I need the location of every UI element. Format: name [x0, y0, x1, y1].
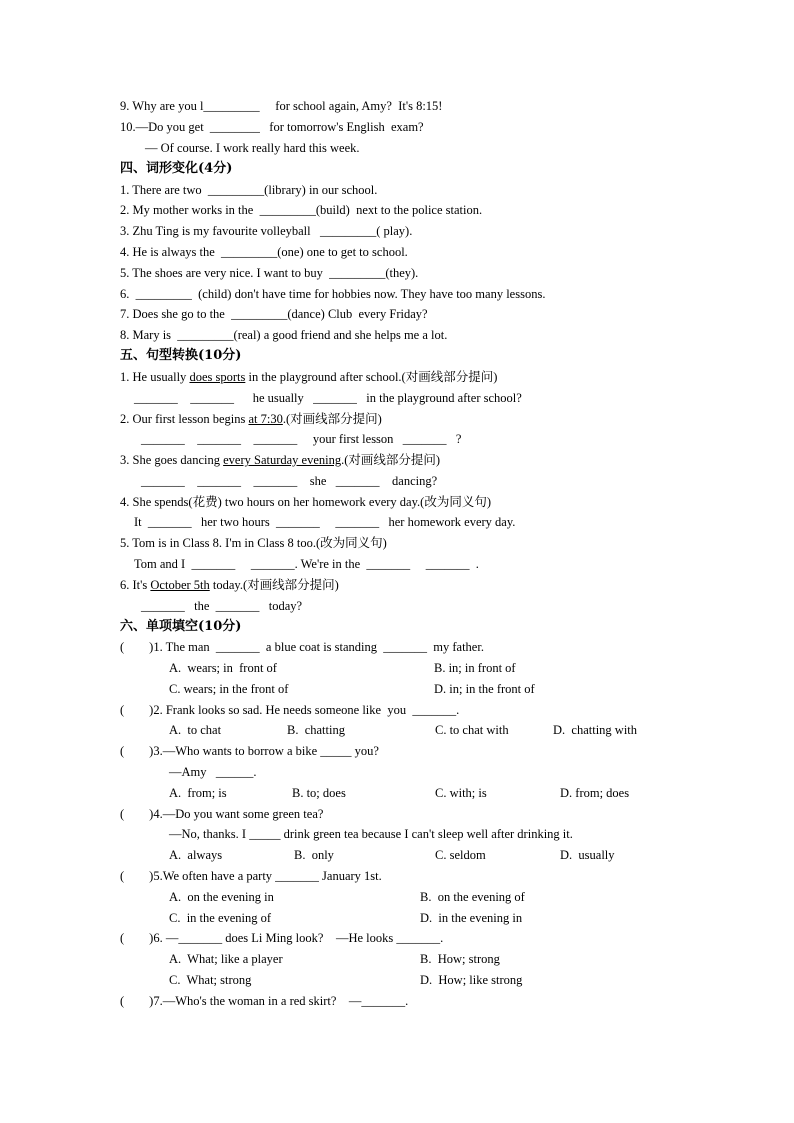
s5-q3-post: .(对画线部分提问): [341, 453, 441, 467]
q10-line: 10.—Do you get ________ for tomorrow's English exam?: [120, 120, 424, 134]
s5-q4: 4. She spends(花费) two hours on her homework every day.(改为同义句): [120, 495, 491, 509]
mc-q1: ( )1. The man _______ a blue coat is standing _______ my father.: [120, 640, 484, 654]
s5-q1-pre: 1. He usually: [120, 370, 190, 384]
mc-q6-opt-a: A. What; like a player: [169, 952, 283, 966]
mc-q2-opt-a: A. to chat: [169, 723, 222, 737]
mc-q3-reply: —Amy ______.: [169, 765, 257, 779]
mc-q2: ( )2. Frank looks so sad. He needs someone like you _______.: [120, 703, 460, 717]
mc-q1-opt-d: D. in; in the front of: [434, 682, 535, 696]
s5-q6-pre: 6. It's: [120, 578, 151, 592]
mc-q2-opt-c: C. to chat with: [435, 723, 509, 737]
mc-q6-opt-d: D. How; like strong: [420, 973, 523, 987]
s4-q6: 6. _________ (child) don't have time for hobbies now. They have too many lessons.: [120, 287, 546, 301]
s5-q2-post: .(对画线部分提问): [282, 412, 382, 426]
mc-q5-opt-d: D. in the evening in: [420, 911, 523, 925]
section-5-heading: 五、句型转换(10分): [120, 348, 242, 363]
mc-q3-opt-a: A. from; is: [169, 786, 227, 800]
mc-q2-opt-b: B. chatting: [287, 723, 345, 737]
mc-q3-opt-b: B. to; does: [292, 786, 346, 800]
mc-q2-opt-d: D. chatting with: [553, 723, 638, 737]
mc-q4-opt-c: C. seldom: [435, 848, 486, 862]
s5-q2: [120, 412, 382, 426]
s5-q3-answer: _______ _______ _______ she _______ dancing?: [141, 474, 438, 488]
s5-q1: [120, 370, 497, 384]
s5-q1-post: in the playground after school.(对画线部分提问): [245, 370, 498, 384]
mc-q5-opt-b: B. on the evening of: [420, 890, 525, 904]
s5-q4-answer: It _______ her two hours _______ _______ her homework every day.: [134, 515, 516, 529]
mc-q4-reply: —No, thanks. I _____ drink green tea because I can't sleep well after drinking it.: [169, 827, 573, 841]
s5-q3: [120, 453, 440, 467]
mc-q3-opt-c: C. with; is: [435, 786, 487, 800]
mc-q5-opt-c: C. in the evening of: [169, 911, 272, 925]
s4-q2: 2. My mother works in the _________(build) next to the police station.: [120, 203, 483, 217]
s4-q3: 3. Zhu Ting is my favourite volleyball _________( play).: [120, 224, 413, 238]
mc-q5-opt-a: A. on the evening in: [169, 890, 274, 904]
mc-q3-opt-d: D. from; does: [560, 786, 630, 800]
mc-q5: ( )5.We often have a party _______ January 1st.: [120, 869, 382, 883]
mc-q4-opt-a: A. always: [169, 848, 223, 862]
section-4-heading: 四、词形变化(4分): [120, 161, 233, 176]
s5-q6-post: today.(对画线部分提问): [209, 578, 339, 592]
q10-answer-line: — Of course. I work really hard this week.: [145, 141, 360, 155]
s5-q3-underlined: every Saturday evening: [223, 453, 342, 467]
s4-q5: 5. The shoes are very nice. I want to buy _________(they).: [120, 266, 419, 280]
s5-q6-underlined: October 5th: [150, 578, 210, 592]
mc-q7: ( )7.—Who's the woman in a red skirt? —_______.: [120, 994, 409, 1008]
mc-q6: ( )6. —_______ does Li Ming look? —He looks _______.: [120, 931, 444, 945]
s5-q6: [120, 578, 339, 592]
mc-q1-opt-a: A. wears; in front of: [169, 661, 277, 675]
mc-q1-opt-c: C. wears; in the front of: [169, 682, 289, 696]
section-6-heading: 六、单项填空(10分): [120, 619, 242, 634]
s5-q1-answer: _______ _______ he usually _______ in the playground after school?: [134, 391, 522, 405]
mc-q6-opt-c: C. What; strong: [169, 973, 252, 987]
s4-q4: 4. He is always the _________(one) one to get to school.: [120, 245, 408, 259]
s5-q2-answer: _______ _______ _______ your first lesson _______ ?: [141, 432, 462, 446]
mc-q6-opt-b: B. How; strong: [420, 952, 500, 966]
s4-q8: 8. Mary is _________(real) a good friend and she helps me a lot.: [120, 328, 448, 342]
s5-q3-pre: 3. She goes dancing: [120, 453, 224, 467]
s5-q5-answer: Tom and I _______ _______. We're in the _______ _______ .: [134, 557, 479, 571]
mc-q3: ( )3.—Who wants to borrow a bike _____ you?: [120, 744, 379, 758]
mc-q4-opt-b: B. only: [294, 848, 334, 862]
s5-q5: 5. Tom is in Class 8. I'm in Class 8 too.(改为同义句): [120, 536, 387, 550]
mc-q4: ( )4.—Do you want some green tea?: [120, 807, 324, 821]
s5-q1-underlined: does sports: [189, 370, 246, 384]
s5-q6-answer: _______ the _______ today?: [141, 599, 303, 613]
mc-q1-opt-b: B. in; in front of: [434, 661, 516, 675]
mc-q4-opt-d: D. usually: [560, 848, 615, 862]
s5-q2-pre: 2. Our first lesson begins: [120, 412, 249, 426]
q9-line: 9. Why are you l_________ for school again, Amy? It's 8:15!: [120, 99, 443, 113]
s5-q2-underlined: at 7:30: [248, 412, 283, 426]
s4-q1: 1. There are two _________(library) in our school.: [120, 183, 378, 197]
s4-q7: 7. Does she go to the _________(dance) Club every Friday?: [120, 307, 428, 321]
